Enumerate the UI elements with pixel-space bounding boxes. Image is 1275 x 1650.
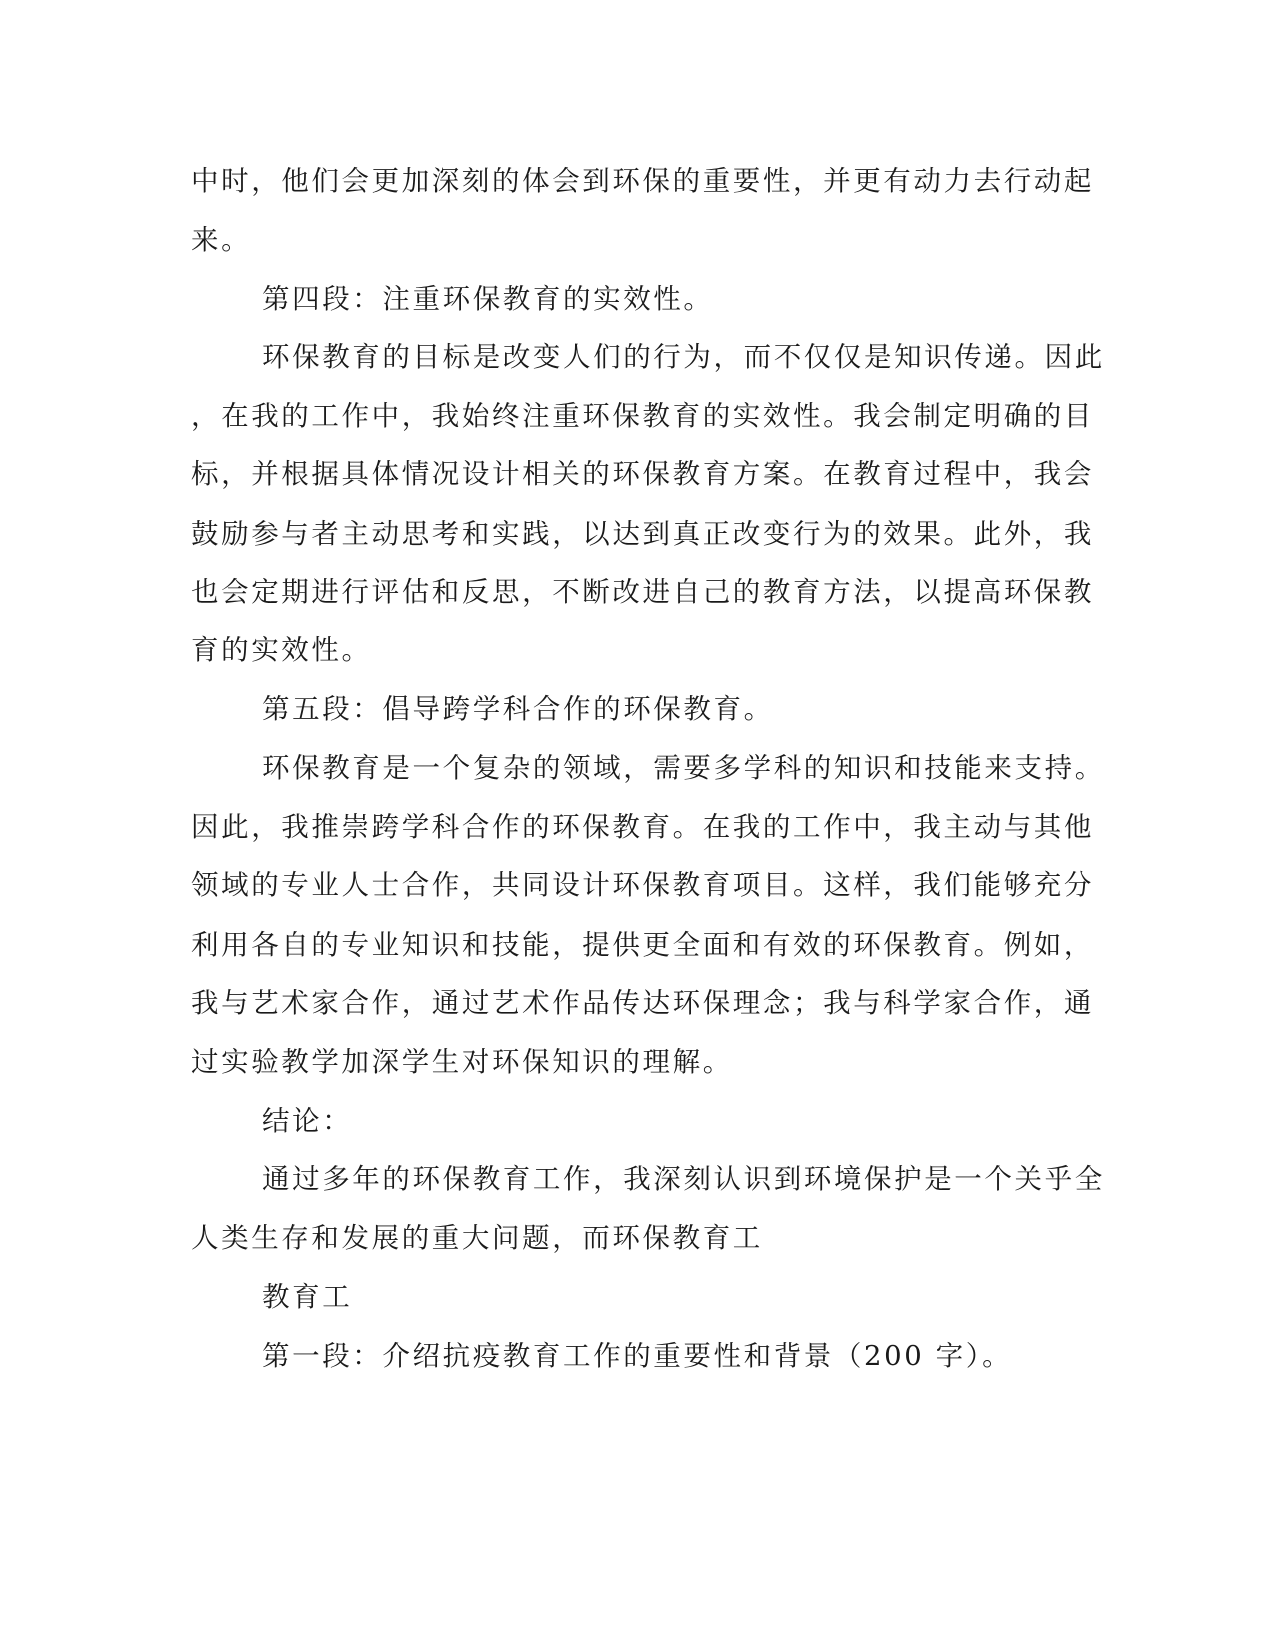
text-line: 因此，我推崇跨学科合作的环保教育。在我的工作中，我主动与其他 [191, 811, 1094, 843]
text-line: 领域的专业人士合作，共同设计环保教育项目。这样，我们能够充分 [191, 869, 1094, 901]
text-line: 人类生存和发展的重大问题，而环保教育工 [191, 1222, 763, 1254]
section-heading: 结论： [262, 1105, 353, 1137]
section-heading: 教育工 [262, 1281, 353, 1313]
text-line: 鼓励参与者主动思考和实践，以达到真正改变行为的效果。此外，我 [191, 518, 1094, 550]
text-line: 利用各自的专业知识和技能，提供更全面和有效的环保教育。例如， [191, 929, 1094, 961]
text-line: 也会定期进行评估和反思，不断改进自己的教育方法，以提高环保教 [191, 576, 1094, 608]
text-line: 过实验教学加深学生对环保知识的理解。 [191, 1046, 733, 1078]
text-line: 环保教育的目标是改变人们的行为，而不仅仅是知识传递。因此 [262, 341, 1105, 373]
text-line: 标，并根据具体情况设计相关的环保教育方案。在教育过程中，我会 [191, 458, 1094, 490]
text-line: 来。 [191, 224, 252, 256]
text-line: 环保教育是一个复杂的领域，需要多学科的知识和技能来支持。 [262, 752, 1105, 784]
text-line: 通过多年的环保教育工作，我深刻认识到环境保护是一个关乎全 [262, 1163, 1105, 1195]
text-line: 育的实效性。 [191, 634, 372, 666]
text-line: 我与艺术家合作，通过艺术作品传达环保理念；我与科学家合作，通 [191, 987, 1094, 1019]
text-line: ，在我的工作中，我始终注重环保教育的实效性。我会制定明确的目 [191, 400, 1094, 432]
section-heading: 第五段：倡导跨学科合作的环保教育。 [262, 693, 774, 725]
text-line: 中时，他们会更加深刻的体会到环保的重要性，并更有动力去行动起 [191, 165, 1094, 197]
section-heading: 第四段：注重环保教育的实效性。 [262, 283, 714, 315]
section-heading: 第一段：介绍抗疫教育工作的重要性和背景（200 字）。 [262, 1340, 1013, 1372]
